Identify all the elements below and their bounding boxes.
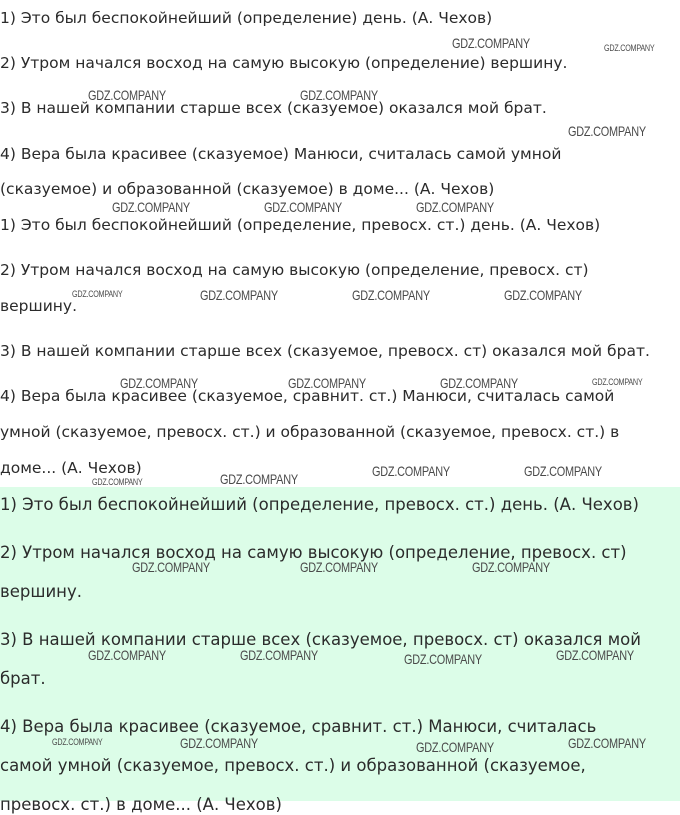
watermark: GDZ.COMPANY [416, 739, 494, 755]
sentence-line: 1) Это был беспокойнейший (определение) день. (А. Чехов) [0, 9, 493, 27]
sentence-line: 2) Утром начался восход на самую высокую (определение, превосх. ст) [0, 543, 627, 562]
sentence-line: доме... (А. Чехов) [0, 459, 142, 477]
watermark: GDZ.COMPANY [556, 647, 634, 663]
watermark: GDZ.COMPANY [592, 377, 643, 387]
watermark: GDZ.COMPANY [300, 87, 378, 103]
sentence-line: 4) Вера была красивее (сказуемое) Манюси, считалась самой умной [0, 145, 562, 163]
watermark: GDZ.COMPANY [504, 287, 582, 303]
sentence-line: 1) Это был беспокойнейший (определение, превосх. ст.) день. (А. Чехов) [0, 216, 601, 234]
watermark: GDZ.COMPANY [112, 199, 190, 215]
sentence-line: 2) Утром начался восход на самую высокую (определение) вершину. [0, 54, 568, 72]
watermark: GDZ.COMPANY [288, 375, 366, 391]
watermark: GDZ.COMPANY [472, 559, 550, 575]
sentence-line: 2) Утром начался восход на самую высокую (определение, превосх. ст) [0, 261, 589, 279]
sentence-line: вершину. [0, 297, 78, 315]
watermark: GDZ.COMPANY [240, 647, 318, 663]
sentence-line: вершину. [0, 582, 82, 601]
watermark: GDZ.COMPANY [264, 199, 342, 215]
watermark: GDZ.COMPANY [372, 463, 450, 479]
watermark: GDZ.COMPANY [524, 463, 602, 479]
sentence-line: умной (сказуемое, превосх. ст.) и образованной (сказуемое, превосх. ст.) в [0, 423, 620, 441]
watermark: GDZ.COMPANY [352, 287, 430, 303]
sentence-line: 3) В нашей компании старше всех (сказуемое, превосх. ст) оказался мой [0, 630, 641, 649]
sentence-line: брат. [0, 669, 46, 688]
watermark: GDZ.COMPANY [440, 375, 518, 391]
sentence-line: 1) Это был беспокойнейший (определение, превосх. ст.) день. (А. Чехов) [0, 495, 639, 514]
watermark: GDZ.COMPANY [92, 477, 143, 487]
watermark: GDZ.COMPANY [404, 651, 482, 667]
sentence-line: 4) Вера была красивее (сказуемое, сравнит. ст.) Манюси, считалась [0, 717, 597, 736]
watermark: GDZ.COMPANY [568, 123, 646, 139]
watermark: GDZ.COMPANY [120, 375, 198, 391]
sentence-line: (сказуемое) и образованной (сказуемое) в доме... (А. Чехов) [0, 180, 495, 198]
sentence-line: 4) Вера была красивее (сказуемое, сравнит. ст.) Манюси, считалась самой [0, 387, 615, 405]
watermark: GDZ.COMPANY [604, 43, 655, 53]
watermark: GDZ.COMPANY [88, 87, 166, 103]
watermark: GDZ.COMPANY [452, 35, 530, 51]
sentence-line: самой умной (сказуемое, превосх. ст.) и образованной (сказуемое, [0, 756, 586, 775]
watermark: GDZ.COMPANY [300, 559, 378, 575]
watermark: GDZ.COMPANY [132, 559, 210, 575]
watermark: GDZ.COMPANY [180, 735, 258, 751]
watermark: GDZ.COMPANY [72, 289, 123, 299]
watermark: GDZ.COMPANY [200, 287, 278, 303]
sentence-line: 3) В нашей компании старше всех (сказуемое, превосх. ст) оказался мой брат. [0, 342, 650, 360]
watermark: GDZ.COMPANY [568, 735, 646, 751]
sentence-line: превосх. ст.) в доме... (А. Чехов) [0, 795, 282, 814]
sentence-line: 3) В нашей компании старше всех (сказуемое) оказался мой брат. [0, 99, 547, 117]
watermark: GDZ.COMPANY [220, 471, 298, 487]
watermark: GDZ.COMPANY [52, 737, 103, 747]
watermark: GDZ.COMPANY [88, 647, 166, 663]
watermark: GDZ.COMPANY [416, 199, 494, 215]
